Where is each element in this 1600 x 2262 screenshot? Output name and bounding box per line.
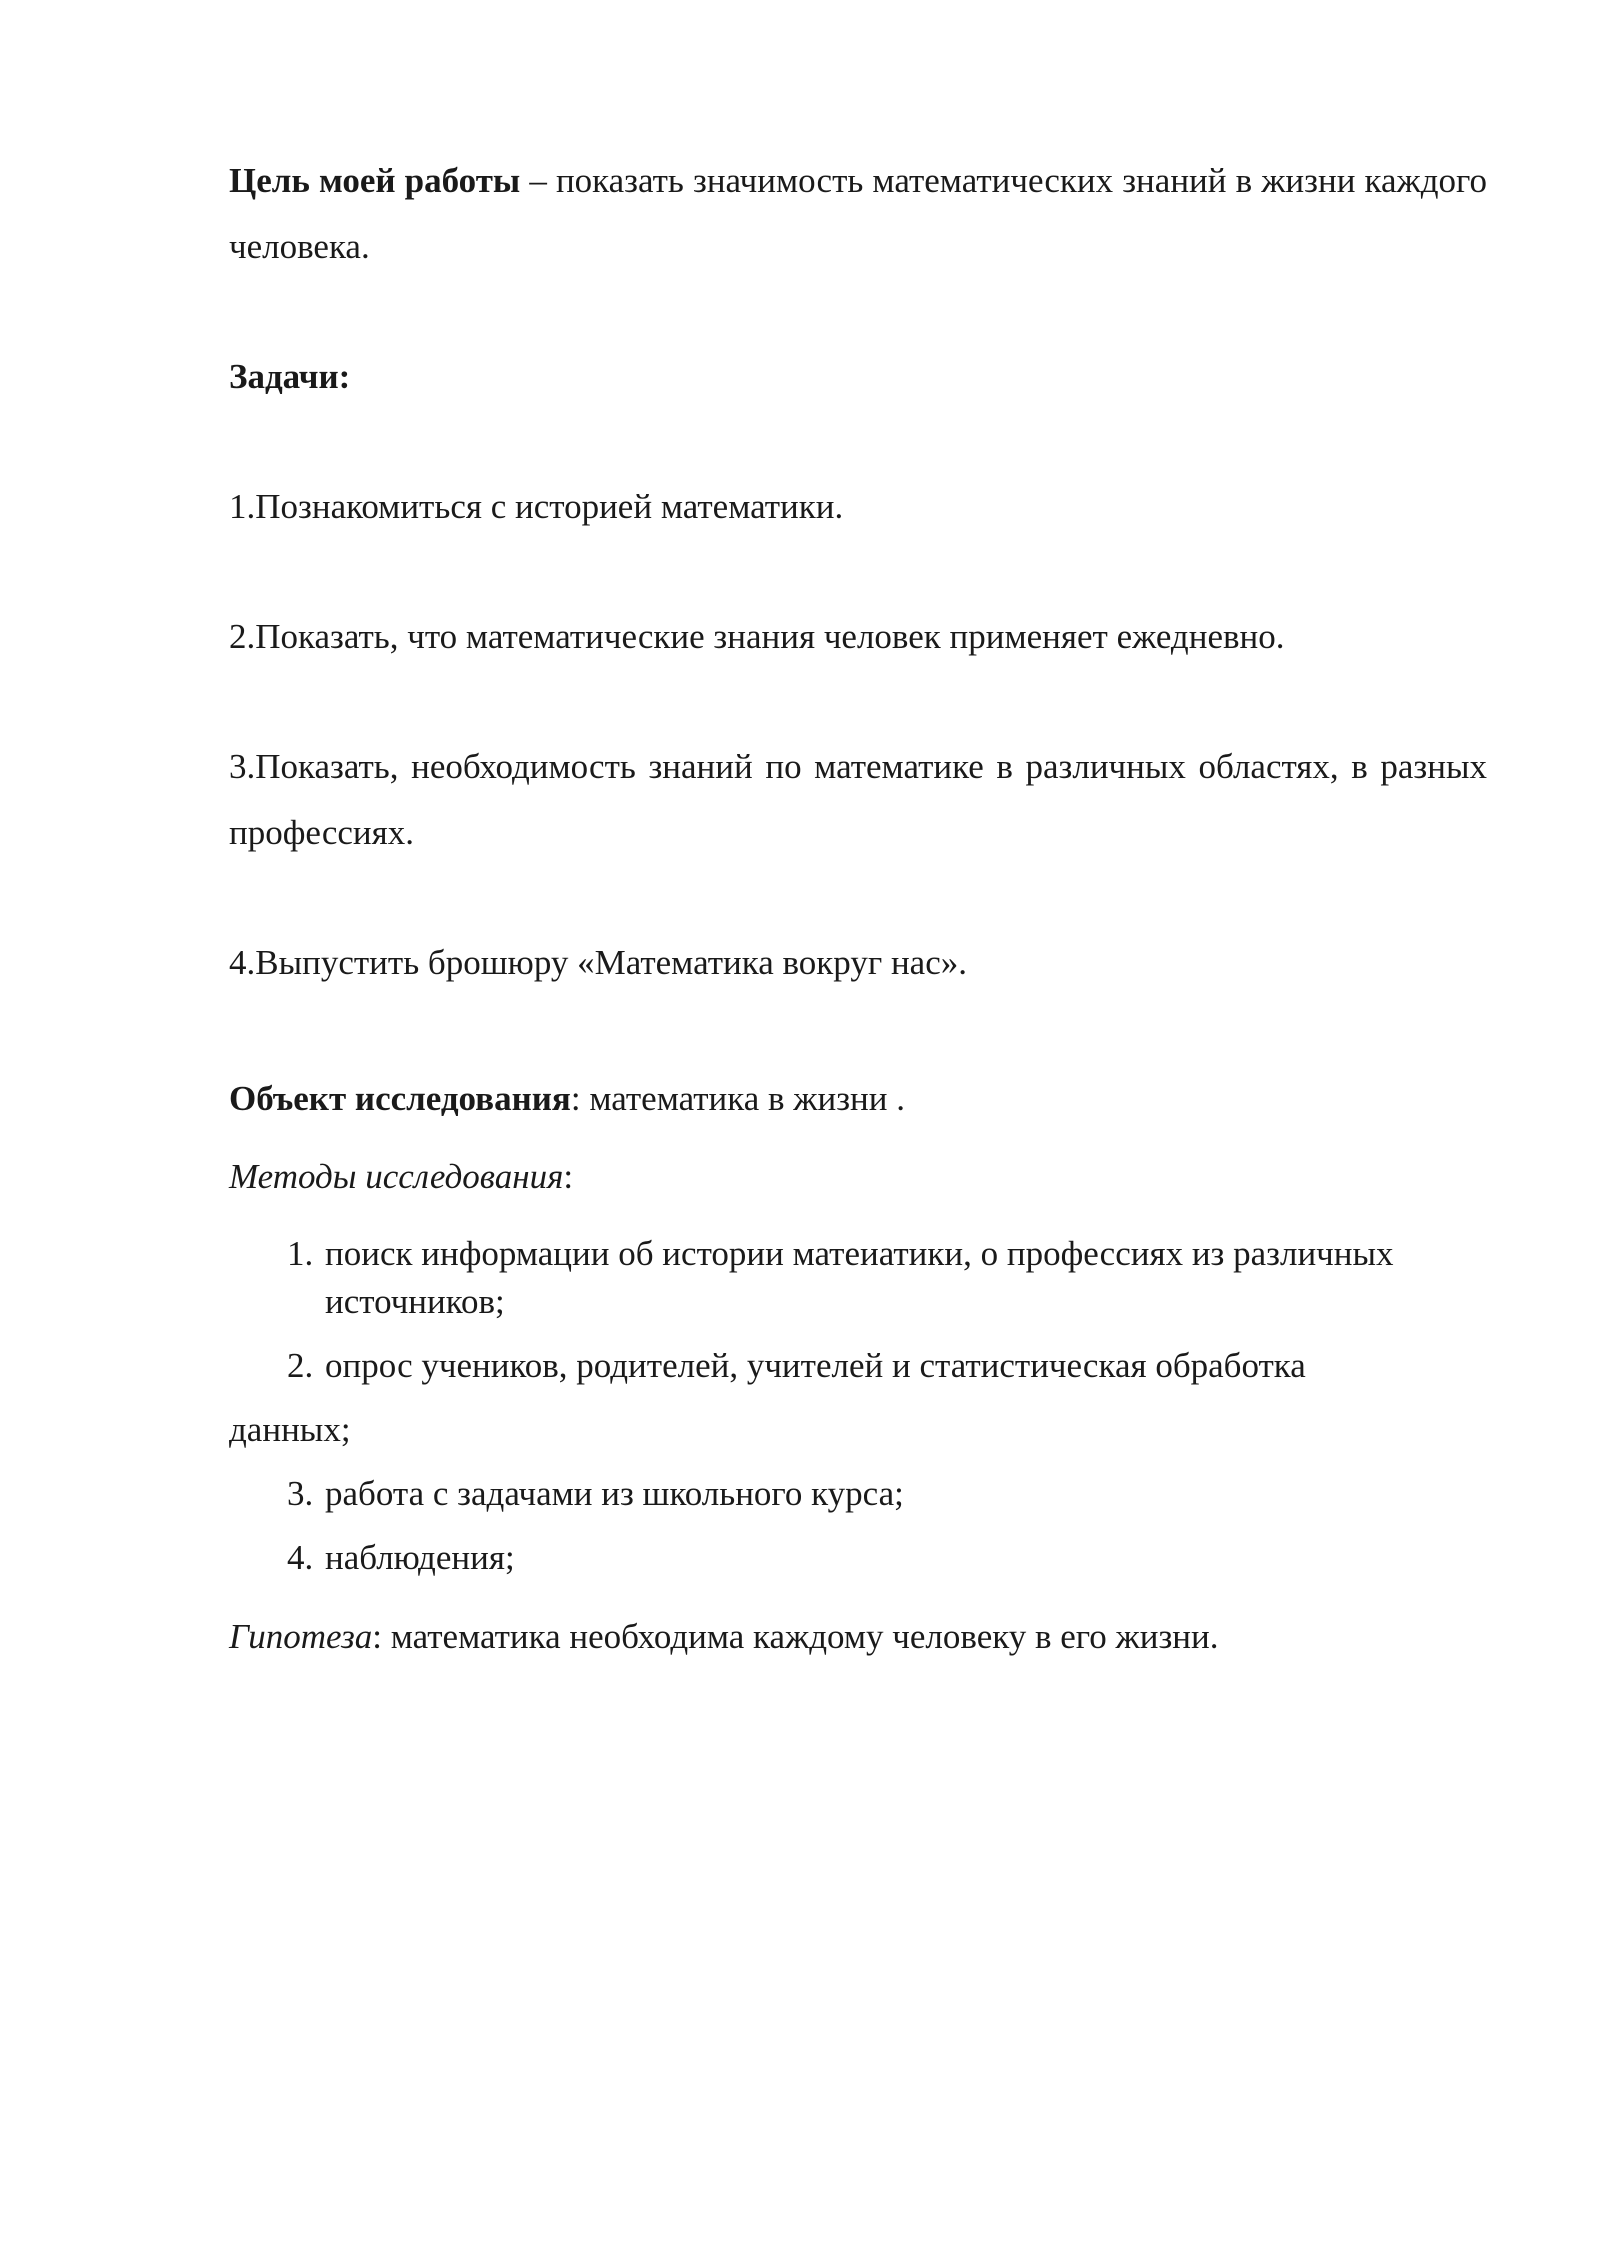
- method-item: [229, 1230, 1487, 1326]
- task-item: 3.Показать, необходимость знаний по математике в различных областях, в разных профессиях.: [229, 747, 1487, 852]
- methods-list: [229, 1230, 1487, 1390]
- method-number: 3.: [287, 1474, 314, 1513]
- task-item: 2.Показать, что математические знания человек применяет ежедневно.: [229, 617, 1285, 656]
- hypothesis-paragraph: [229, 1598, 1487, 1676]
- method-number: 4.: [287, 1538, 314, 1577]
- method-text: работа с задачами из школьного курса;: [325, 1474, 904, 1513]
- methods-title: [229, 1138, 1487, 1216]
- task-item: 4.Выпустить брошюру «Математика вокруг нас».: [229, 943, 967, 982]
- goal-text: – показать значимость математических знаний в жизни каждого человека.: [229, 161, 1487, 266]
- hypothesis-label: Гипотеза: [229, 1617, 373, 1656]
- method-text: опрос учеников, родителей, учителей и статистическая обработка: [325, 1346, 1306, 1385]
- method-text: наблюдения;: [325, 1538, 515, 1577]
- document-body: [229, 148, 1487, 1676]
- method-item: [229, 1342, 1487, 1390]
- goal-paragraph: [229, 148, 1487, 280]
- methods-label: Методы исследования: [229, 1157, 564, 1196]
- task-item: 1.Познакомиться с историей математики.: [229, 487, 844, 526]
- tasks-heading: [229, 344, 1487, 410]
- method-item: [229, 1470, 1487, 1518]
- research-object-label: Объект исследования: [229, 1079, 571, 1118]
- method-continuation: данных;: [229, 1410, 351, 1449]
- hypothesis-text: : математика необходима каждому человеку в его жизни.: [372, 1617, 1219, 1656]
- methods-suffix: :: [563, 1157, 574, 1196]
- method-text: поиск информации об истории матеиатики, о профессиях из различных источников;: [325, 1234, 1394, 1321]
- methods-list-continued: [229, 1470, 1487, 1582]
- goal-label: Цель моей работы: [229, 161, 521, 200]
- research-object-text: : математика в жизни .: [570, 1079, 905, 1118]
- research-object-paragraph: [229, 1060, 1487, 1138]
- method-number: 1.: [287, 1234, 314, 1273]
- method-number: 2.: [287, 1346, 314, 1385]
- method-item: [229, 1534, 1487, 1582]
- tasks-heading-label: Задачи:: [229, 357, 351, 396]
